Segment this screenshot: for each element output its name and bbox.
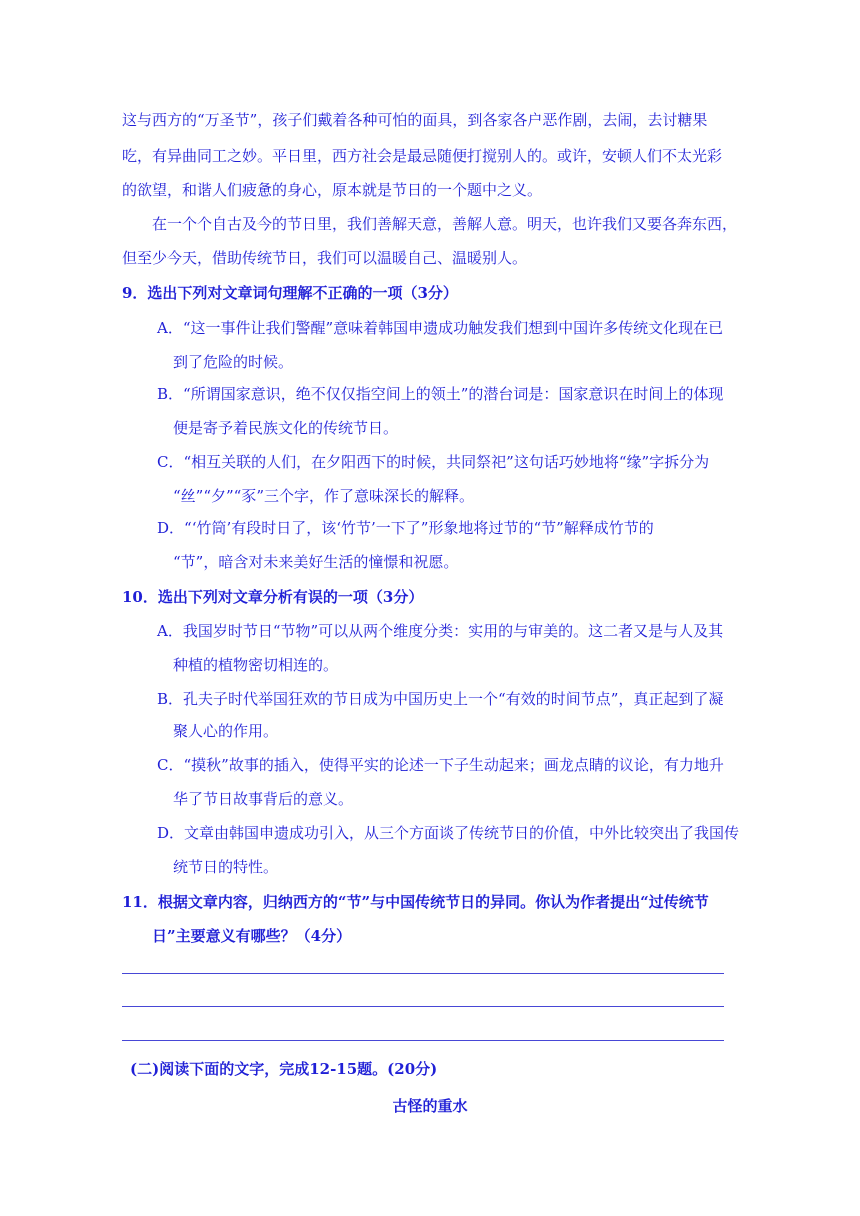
passage-line: 但至少今天，借助传统节日，我们可以温暖自己、温暖别人。 xyxy=(122,249,528,267)
passage-line: 这与西方的“万圣节”，孩子们戴着各种可怕的面具，到各家各户恶作剧，去闹，去讨糖果 xyxy=(122,111,708,129)
section-2-heading: (二)阅读下面的文字，完成12-15题。(20分) xyxy=(130,1060,438,1078)
answer-line[interactable] xyxy=(122,1040,724,1041)
question-11-title-cont: 日”主要意义有哪些？（4分） xyxy=(152,927,352,945)
question-11-title: 11．根据文章内容，归纳西方的“节”与中国传统节日的异同。你认为作者提出“过传统节 xyxy=(122,893,709,911)
section-2-title: 古怪的重水 xyxy=(392,1097,468,1115)
q10-option-b: B．孔夫子时代举国狂欢的节日成为中国历史上一个“有效的时间节点”，真正起到了凝 xyxy=(157,690,724,708)
q10-option-a-cont: 种植的植物密切相连的。 xyxy=(173,656,339,674)
passage-line: 在一个个自古及今的节日里，我们善解天意，善解人意。明天，也许我们又要各奔东西， xyxy=(152,215,738,233)
q9-option-d-cont: “节”，暗含对未来美好生活的憧憬和祝愿。 xyxy=(173,553,459,571)
q9-option-c-cont: “丝”“夕”“豕”三个字，作了意味深长的解释。 xyxy=(173,487,475,505)
question-10-title: 10．选出下列对文章分析有误的一项（3分） xyxy=(122,588,424,606)
q9-option-c: C．“相互关联的人们，在夕阳西下的时候，共同祭祀”这句话巧妙地将“缘”字拆分为 xyxy=(157,453,710,471)
q9-option-a-cont: 到了危险的时候。 xyxy=(173,353,294,371)
q9-option-a: A．“这一事件让我们警醒”意味着韩国申遗成功触发我们想到中国许多传统文化现在已 xyxy=(157,319,724,337)
answer-line[interactable] xyxy=(122,973,724,974)
answer-line[interactable] xyxy=(122,1006,724,1007)
q9-option-b: B．“所谓国家意识，绝不仅仅指空间上的领土”的潜台词是：国家意识在时间上的体现 xyxy=(157,385,724,403)
q10-option-c-cont: 华了节日故事背后的意义。 xyxy=(173,790,354,808)
passage-line: 吃，有异曲同工之妙。平日里，西方社会是最忌随便打搅别人的。或许，安顿人们不太光彩 xyxy=(122,147,723,165)
question-9-title: 9．选出下列对文章词句理解不正确的一项（3分） xyxy=(122,284,458,302)
q10-option-b-cont: 聚人心的作用。 xyxy=(173,722,279,740)
passage-line: 的欲望，和谐人们疲惫的身心，原本就是节日的一个题中之义。 xyxy=(122,181,543,199)
q9-option-b-cont: 便是寄予着民族文化的传统节日。 xyxy=(173,419,399,437)
q10-option-d-cont: 统节日的特性。 xyxy=(173,858,279,876)
q10-option-a: A．我国岁时节日“节物”可以从两个维度分类：实用的与审美的。这二者又是与人及其 xyxy=(157,622,724,640)
q10-option-c: C．“摸秋”故事的插入，使得平实的论述一下子生动起来；画龙点睛的议论，有力地升 xyxy=(157,756,724,774)
q10-option-d: D．文章由韩国申遗成功引入，从三个方面谈了传统节日的价值，中外比较突出了我国传 xyxy=(157,824,740,842)
q9-option-d: D．“‘竹筒’有段时日了，该‘竹节’一下了”形象地将过节的“节”解释成竹节的 xyxy=(157,519,654,537)
